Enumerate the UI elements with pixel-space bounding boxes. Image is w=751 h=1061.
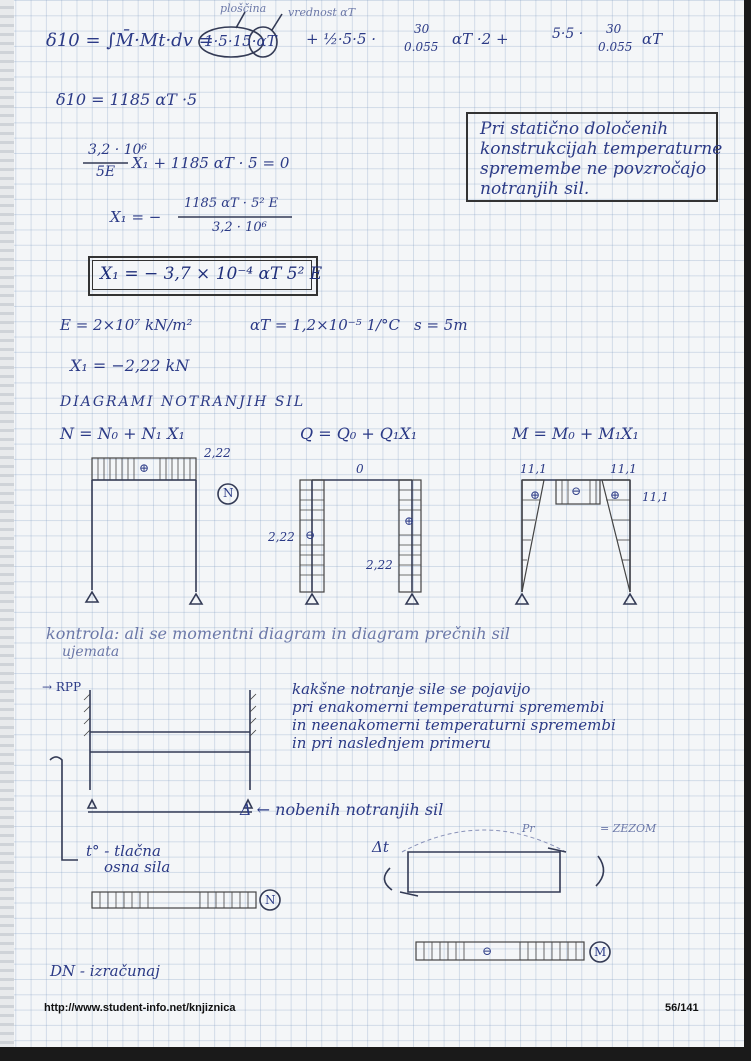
lower-m-circle-label: M xyxy=(594,945,607,959)
m-formula: M = M₀ + M₁X₁ xyxy=(512,424,639,443)
no-forces-text: Δ ← nobenih notranjih sil xyxy=(240,800,444,819)
eq-d10-line1-c: + ½·5·5 · xyxy=(306,30,377,48)
n-circle-label: N xyxy=(223,486,234,500)
kontrola-line-1: kontrola: ali se momentni diagram in diagram prečnih sil xyxy=(46,624,511,643)
eq4-den: 3,2 · 10⁶ xyxy=(212,220,267,235)
param-s: s = 5m xyxy=(414,316,468,334)
frac2-num: 30 xyxy=(606,22,622,36)
frac2-den: 0.055 xyxy=(598,40,633,54)
m-plus-right: ⊕ xyxy=(610,488,621,502)
lower-m-minus: ⊖ xyxy=(482,944,493,958)
m-minus-mid: ⊖ xyxy=(571,484,582,498)
q-formula: Q = Q₀ + Q₁X₁ xyxy=(300,424,418,443)
frac1-den: 0.055 xyxy=(404,40,439,54)
eq4-num: 1185 αT · 5² E xyxy=(184,196,279,211)
m-value-right: 11,1 xyxy=(610,462,637,476)
footer-page-number: 56/141 xyxy=(665,1002,699,1014)
delta-t-label: Δt xyxy=(372,838,389,856)
m-value-side: 11,1 xyxy=(642,490,669,504)
q-diagram xyxy=(300,480,421,604)
zerom-faint: = ZEZOM xyxy=(600,822,657,835)
eq-d10-line1-b: 1·5·15·αT xyxy=(204,32,277,50)
q-plus-sign: ⊕ xyxy=(404,514,415,528)
q-value-right: 2,22 xyxy=(366,558,393,572)
dn-text: DN - izračunaj xyxy=(50,962,160,980)
annot-vrednost: vrednost αT xyxy=(288,6,356,19)
eq-d10-line2: δ10 = 1185 αT ·5 xyxy=(56,90,198,109)
annot-arrow-2 xyxy=(272,14,282,30)
q-top-zero: 0 xyxy=(356,462,364,476)
q-minus-sign: ⊖ xyxy=(305,528,316,542)
n-plus-sign: ⊕ xyxy=(139,461,150,475)
lower-text-3: in neenakomerni temperaturni spremembi xyxy=(292,716,616,734)
q-value-left: 2,22 xyxy=(268,530,295,544)
pri-faint: Pr xyxy=(522,822,535,835)
eq-d10-line1-d: αT ·2 + xyxy=(452,30,509,48)
param-at: αT = 1,2×10⁻⁵ 1/°C xyxy=(250,316,401,334)
frac1-num: 30 xyxy=(414,22,430,36)
eq3-rest: X₁ + 1185 αT · 5 = 0 xyxy=(132,154,290,172)
diagrams-heading: DIAGRAMI NOTRANJIH SIL xyxy=(60,394,306,410)
lower-m-bar xyxy=(416,942,610,962)
annot-ploscina: ploščina xyxy=(220,2,267,15)
eq5-boxed: X₁ = − 3,7 × 10⁻⁴ αT 5² E xyxy=(100,264,323,284)
note-line-2: konstrukcijah temperaturne xyxy=(480,139,723,159)
param-e: E = 2×10⁷ kN/m² xyxy=(60,316,193,334)
t-label: t° - tlačna xyxy=(86,842,161,860)
rpp-frame xyxy=(50,690,256,860)
m-plus-left: ⊕ xyxy=(530,488,541,502)
eq3-den: 5E xyxy=(96,164,116,180)
note-line-1: Pri statično določenih xyxy=(480,119,669,139)
lower-text-4: in pri naslednjem primeru xyxy=(292,734,491,752)
n-formula: N = N₀ + N₁ X₁ xyxy=(60,424,185,443)
eq-d10-line1-f: αT xyxy=(642,30,663,48)
lower-n-circle-label: N xyxy=(265,893,276,907)
n-value: 2,22 xyxy=(204,446,231,460)
eq3-num: 3,2 · 10⁶ xyxy=(88,142,148,158)
eq-d10-line1-a: δ10 = ∫M̄·Mt·dv = xyxy=(46,30,214,51)
rpp-label: → RPP xyxy=(42,680,82,694)
lower-text-1: kakšne notranje sile se pojavijo xyxy=(292,680,531,698)
x1-value: X₁ = −2,22 kN xyxy=(70,356,190,375)
note-line-4: notranjih sil. xyxy=(480,179,590,199)
eq-d10-line1-e: 5·5 · xyxy=(552,26,584,42)
eq4-lhs: X₁ = − xyxy=(110,208,162,226)
n-diagram xyxy=(86,458,238,604)
lower-text-2: pri enakomerni temperaturni spremembi xyxy=(292,698,605,716)
note-line-3: spremembe ne povzročajo xyxy=(480,159,707,179)
kontrola-line-2: ujemata xyxy=(62,644,120,660)
lower-n-bar xyxy=(92,890,280,910)
m-value-left: 11,1 xyxy=(520,462,547,476)
t-label-2: osna sila xyxy=(104,858,171,876)
footer-url[interactable]: http://www.student-info.net/knjiznica xyxy=(44,1002,236,1014)
delta-t-frame xyxy=(384,830,603,896)
